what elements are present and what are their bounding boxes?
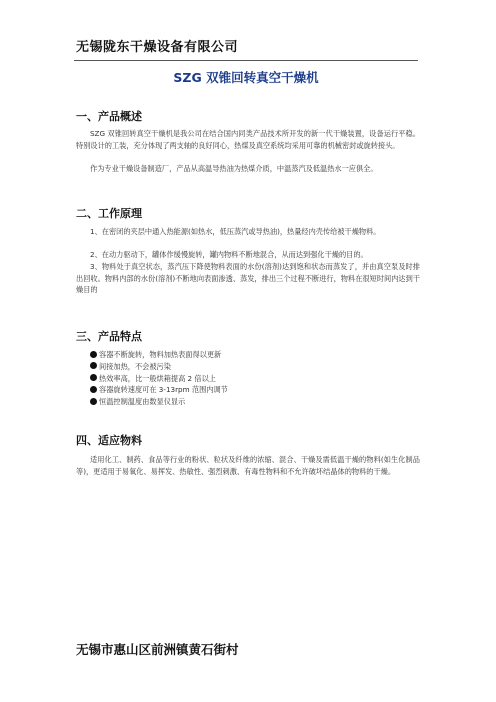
principle-paragraph: 2、在动力驱动下，罐体作缓慢旋转，罐内物料不断地混合，从而达到强化干燥的目的。 xyxy=(90,250,368,259)
overview-paragraph: SZG 双锥回转真空干燥机是我公司在结合国内同类产品技术所开发的新一代干燥装置，设备运行平稳。特别设计的工装，充分体现了两支轴的良好同心，热煤及真空系统均采用可靠的机械密封或旋转接头。 xyxy=(76,129,420,150)
bullet-dot-icon xyxy=(90,398,97,405)
list-item xyxy=(90,384,228,396)
section-heading-overview: 一、产品概述 xyxy=(76,110,142,123)
principle-paragraph: 3、物料处于真空状态，蒸汽压下降使物料表面的水份(溶剂)达到饱和状态而蒸发了，并由真空泵及时排出回收。物料内部的水份(溶剂)不断地向表面渗透、蒸发，排出三个过程不断进行，物料在很短时间内达到干燥目的 xyxy=(76,262,420,294)
section-heading-principle: 二、工作原理 xyxy=(76,207,142,220)
overview-paragraph: 作为专业干燥设备制造厂，产品从高温导热油为热煤介质，中温蒸汽及低温热水一应俱全。 xyxy=(90,164,378,173)
list-item-text: 恒温控制温度由数显仪显示 xyxy=(99,397,186,407)
bullet-dot-icon xyxy=(90,362,97,369)
list-item-text: 容器旋转速度可在 3-13rpm 范围内调节 xyxy=(99,385,228,395)
document-title: SZG 双锥回转真空干燥机 xyxy=(173,70,319,85)
header-rule xyxy=(74,60,418,61)
bullet-dot-icon xyxy=(90,351,97,358)
features-list xyxy=(90,349,228,408)
materials-paragraph: 适用化工、制药、食品等行业的粉状、粒状及纤维的浓缩、混合、干燥及需低温干燥的物料(如生化制品等)，更适用于易氧化、易挥发、热敏性、强烈刺激、有毒性物料和不允许破坏结晶体的物料的干燥。 xyxy=(76,455,420,476)
section-heading-materials: 四、适应物料 xyxy=(76,434,142,447)
list-item-text: 热效率高，比一般烘箱提高 2 倍以上 xyxy=(99,373,216,383)
list-item xyxy=(90,373,228,385)
company-address: 无锡市惠山区前洲镇黄石街村 xyxy=(76,642,239,657)
list-item xyxy=(90,361,228,373)
list-item xyxy=(90,396,228,408)
list-item-text: 间接加热，不会被污染 xyxy=(99,361,171,371)
principle-paragraph: 1、在密闭的夹层中通入热能源(如热水，低压蒸汽或导热油)，热量经内壳传给被干燥物料。 xyxy=(90,227,381,236)
bullet-dot-icon xyxy=(90,386,97,393)
list-item-text: 容器不断旋转，物料加热表面得以更新 xyxy=(99,350,222,359)
list-item xyxy=(90,349,228,361)
section-heading-features: 三、产品特点 xyxy=(76,330,142,343)
company-name: 无锡陇东干燥设备有限公司 xyxy=(76,40,239,55)
bullet-dot-icon xyxy=(90,374,97,381)
